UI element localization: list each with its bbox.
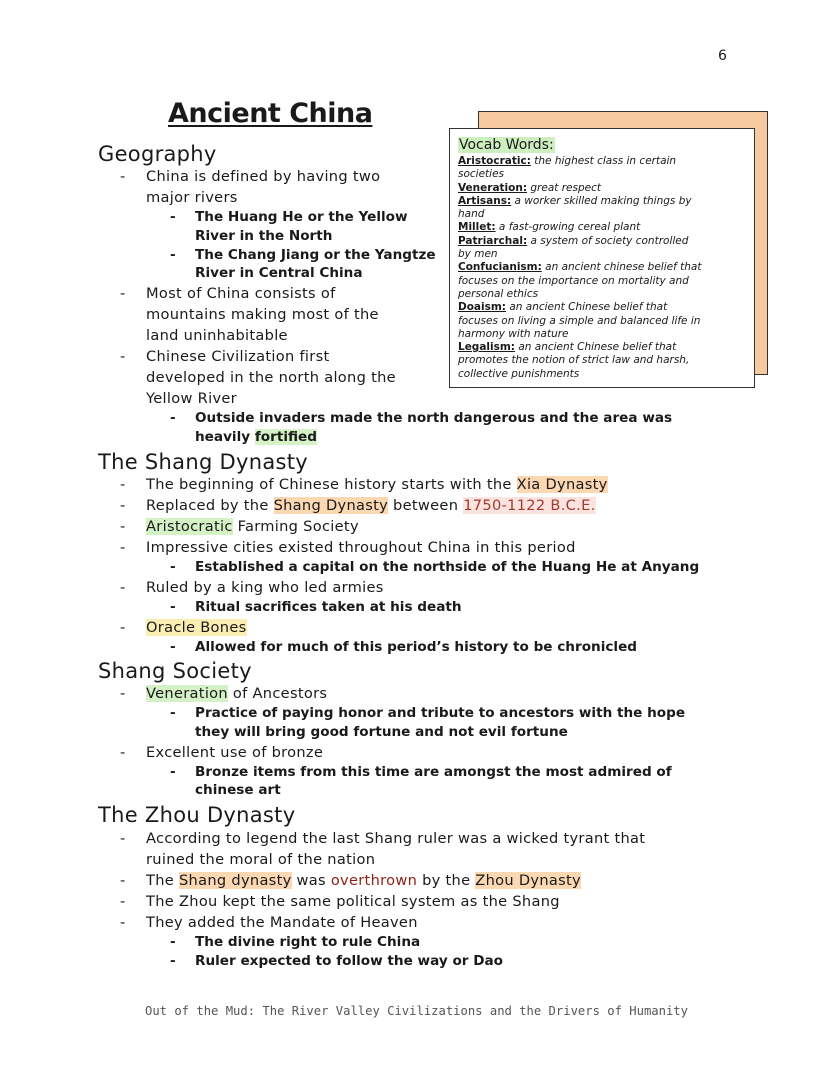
bullet-dash: - xyxy=(120,476,126,493)
vocab-term: Aristocratic: xyxy=(458,155,531,167)
bullet-dash: - xyxy=(120,348,126,365)
bullet-text xyxy=(146,474,608,495)
vocab-def: promotes the notion of strict law and harsh, xyxy=(458,354,690,367)
bullet-dash: - xyxy=(170,639,176,655)
vocab-term: Veneration: xyxy=(458,181,528,194)
sub-bullet-text: Bronze items from this time are amongst the most admired of xyxy=(195,764,672,780)
highlighted-term: Xia Dynasty xyxy=(516,476,608,493)
bullet-text: According to legend the last Shang ruler was a wicked tyrant that xyxy=(146,830,646,847)
vocab-def: a worker skilled making things by xyxy=(511,194,692,207)
bullet-text xyxy=(146,516,359,537)
highlighted-term: Shang Dynasty xyxy=(273,497,389,514)
vocab-entry xyxy=(458,261,748,301)
sub-bullet-text: chinese art xyxy=(195,782,281,798)
bullet-text: land uninhabitable xyxy=(146,327,288,344)
bullet-dash: - xyxy=(120,497,126,514)
bullet-dash: - xyxy=(120,579,126,596)
vocab-def: by men xyxy=(458,248,498,261)
vocab-term: Artisans: xyxy=(458,194,512,207)
vocab-def: focuses on the importance on mortality and xyxy=(458,274,689,287)
bullet-dash: - xyxy=(120,685,126,702)
text-run: Replaced by the xyxy=(146,497,274,514)
vocab-entry xyxy=(458,341,748,381)
bullet-dash: - xyxy=(120,744,126,761)
vocab-def: focuses on living a simple and balanced life in xyxy=(458,314,701,327)
bullet-dash: - xyxy=(120,830,126,847)
bullet-text: Chinese Civilization first xyxy=(146,348,330,365)
section-heading-geography: Geography xyxy=(98,142,217,166)
vocab-term: Patriarchal: xyxy=(458,234,528,247)
sub-bullet-text: Outside invaders made the north dangerous and the area was xyxy=(195,410,673,426)
sub-bullet-text: River in Central China xyxy=(195,265,363,281)
vocab-def: a system of society controlled xyxy=(527,234,689,247)
bullet-dash: - xyxy=(170,599,176,615)
text-run: between xyxy=(388,497,464,514)
bullet-text: developed in the north along the xyxy=(146,369,396,386)
sub-bullet-text: The Huang He or the Yellow xyxy=(195,209,408,225)
bullet-text xyxy=(146,683,327,704)
sub-bullet-text: The Chang Jiang or the Yangtze xyxy=(195,247,436,263)
vocab-def: an ancient Chinese belief that xyxy=(515,341,677,354)
vocab-term: Legalism: xyxy=(458,341,516,354)
vocab-def: harmony with nature xyxy=(458,327,569,340)
highlighted-term: Shang dynasty xyxy=(178,872,292,889)
bullet-text: The Zhou kept the same political system as the Shang xyxy=(146,893,560,910)
vocab-term: Doaism: xyxy=(458,301,507,314)
bullet-dash: - xyxy=(120,168,126,185)
bullet-text: ruined the moral of the nation xyxy=(146,851,376,868)
bullet-text: Ruled by a king who led armies xyxy=(146,579,384,596)
highlighted-term: Aristocratic xyxy=(146,518,233,535)
bullet-text: Most of China consists of xyxy=(146,285,336,302)
bullet-dash: - xyxy=(120,872,126,889)
vocab-box xyxy=(449,128,755,388)
vocab-term: Confucianism: xyxy=(458,261,542,274)
bullet-dash: - xyxy=(120,518,126,535)
vocab-def: societies xyxy=(458,168,505,181)
bullet-dash: - xyxy=(170,764,176,780)
bullet-text: Excellent use of bronze xyxy=(146,744,324,761)
section-heading-shang-dynasty: The Shang Dynasty xyxy=(98,450,309,474)
sub-bullet-text: they will bring good fortune and not evil fortune xyxy=(195,724,568,740)
bullet-dash: - xyxy=(120,619,126,636)
text-run: of Ancestors xyxy=(227,685,328,702)
vocab-entry xyxy=(458,235,748,262)
highlighted-term: Oracle Bones xyxy=(146,619,247,636)
bullet-dash: - xyxy=(170,559,176,575)
sub-bullet-text: Ritual sacrifices taken at his death xyxy=(195,599,462,615)
vocab-title: Vocab Words: xyxy=(459,137,554,153)
vocab-def: hand xyxy=(458,208,485,221)
section-heading-shang-society: Shang Society xyxy=(98,659,252,683)
bullet-dash: - xyxy=(120,285,126,302)
bullet-text: China is defined by having two xyxy=(146,168,381,185)
text-run: The beginning of Chinese history starts with the xyxy=(146,476,517,493)
vocab-def: great respect xyxy=(527,181,601,194)
bullet-dash: - xyxy=(120,893,126,910)
text-run: was xyxy=(291,872,331,889)
vocab-def: a fast-growing cereal plant xyxy=(495,221,641,234)
highlighted-term: Veneration xyxy=(146,685,228,702)
bullet-text: Yellow River xyxy=(146,390,237,407)
bullet-dash: - xyxy=(170,209,176,225)
bullet-dash: - xyxy=(120,914,126,931)
bullet-text: They added the Mandate of Heaven xyxy=(146,914,418,931)
bullet-text: mountains making most of the xyxy=(146,306,379,323)
vocab-def: the highest class in certain xyxy=(530,155,677,167)
sub-bullet-text: The divine right to rule China xyxy=(195,934,421,950)
sub-bullet-text: Established a capital on the northside of the Huang He at Anyang xyxy=(195,559,700,575)
vocab-def: collective punishments xyxy=(458,367,580,380)
sub-bullet-text xyxy=(195,428,317,447)
bullet-text: Impressive cities existed throughout China in this period xyxy=(146,539,576,556)
highlighted-term: Zhou Dynasty xyxy=(475,872,581,889)
sub-bullet-text: Allowed for much of this period’s history to be chronicled xyxy=(195,639,638,655)
bullet-text xyxy=(146,617,247,638)
vocab-entry xyxy=(458,155,748,182)
page-footer: Out of the Mud: The River Valley Civilizations and the Drivers of Humanity xyxy=(145,1004,688,1018)
bullet-dash: - xyxy=(170,410,176,426)
bullet-dash: - xyxy=(170,247,176,263)
text-run: by the xyxy=(417,872,476,889)
sub-bullet-text: River in the North xyxy=(195,228,333,244)
sub-bullet-text: Practice of paying honor and tribute to ancestors with the hope xyxy=(195,705,686,721)
bullet-text xyxy=(146,870,581,891)
vocab-def: personal ethics xyxy=(458,287,539,300)
vocab-def: an ancient Chinese belief that xyxy=(506,301,668,314)
bullet-dash: - xyxy=(120,539,126,556)
bullet-dash: - xyxy=(170,953,176,969)
emphasized-term: overthrown xyxy=(330,872,418,889)
bullet-text xyxy=(146,495,596,516)
bullet-dash: - xyxy=(170,934,176,950)
page-title: Ancient China xyxy=(168,98,373,129)
text-run: The xyxy=(146,872,179,889)
highlighted-date: 1750-1122 B.C.E. xyxy=(463,497,596,514)
vocab-entry xyxy=(458,195,748,222)
text-run: heavily xyxy=(195,429,255,445)
page-number: 6 xyxy=(718,48,727,64)
vocab-term: Millet: xyxy=(458,221,496,234)
bullet-dash: - xyxy=(170,705,176,721)
bullet-text: major rivers xyxy=(146,189,238,206)
vocab-entry xyxy=(458,182,748,195)
vocab-def: an ancient chinese belief that xyxy=(541,261,702,274)
text-run: Farming Society xyxy=(232,518,359,535)
vocab-entry xyxy=(458,301,748,341)
vocab-entry xyxy=(458,221,748,234)
sub-bullet-text: Ruler expected to follow the way or Dao xyxy=(195,953,504,969)
section-heading-zhou-dynasty: The Zhou Dynasty xyxy=(98,803,296,827)
highlighted-term: fortified xyxy=(254,429,318,445)
